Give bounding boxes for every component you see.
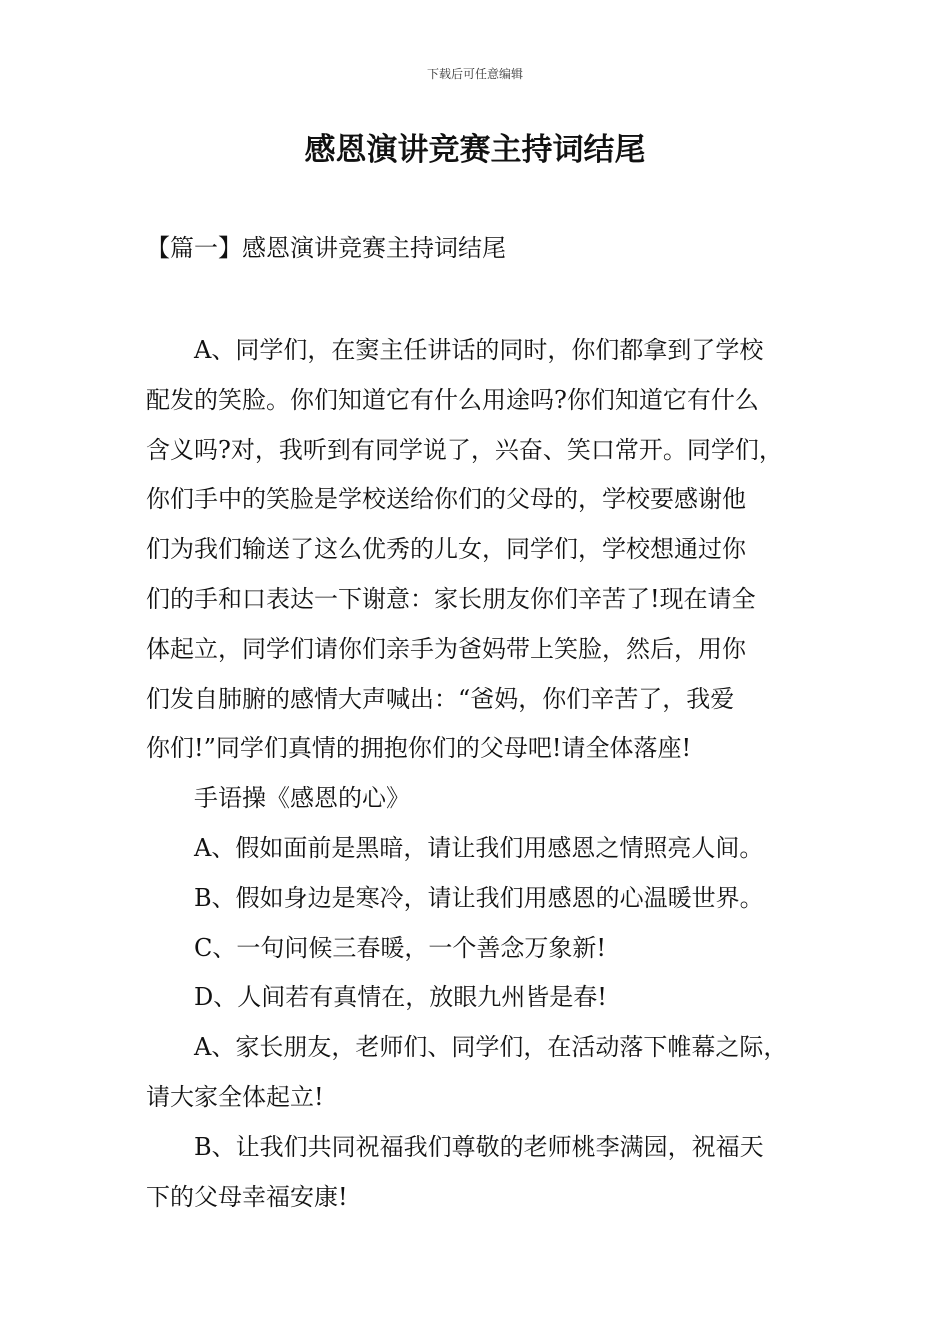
- paragraph-line: 你们手中的笑脸是学校送给你们的父母的，学校要感谢他: [146, 485, 746, 514]
- section-heading: 【篇一】感恩演讲竞赛主持词结尾: [146, 234, 506, 262]
- paragraph-line: 们的手和口表达一下谢意：家长朋友你们辛苦了!现在请全: [146, 584, 756, 613]
- paragraph-line: A、同学们，在窦主任讲话的同时，你们都拿到了学校: [194, 336, 764, 364]
- paragraph-line: 配发的笑脸。你们知道它有什么用途吗?你们知道它有什么: [146, 385, 759, 414]
- paragraph-line: C、一句问候三春暖，一个善念万象新!: [194, 933, 607, 962]
- document-title: 感恩演讲竞赛主持词结尾: [304, 132, 646, 168]
- paragraph-line: 下的父母幸福安康!: [146, 1182, 348, 1211]
- paragraph-line: 们为我们输送了这么优秀的儿女，同学们，学校想通过你: [146, 535, 746, 564]
- paragraph-line: A、假如面前是黑暗，请让我们用感恩之情照亮人间。: [194, 833, 764, 862]
- paragraph-line: 们发自肺腑的感情大声喊出：“爸妈，你们辛苦了，我爱: [146, 684, 735, 713]
- body-text: [146, 326, 826, 1222]
- paragraph-line: 手语操《感恩的心》: [194, 784, 410, 813]
- paragraph-line: B、假如身边是寒冷，请让我们用感恩的心温暖世界。: [194, 883, 764, 912]
- paragraph-line: 你们!”同学们真情的拥抱你们的父母吧!请全体落座!: [146, 734, 692, 763]
- header-note: 下载后可任意编辑: [426, 67, 523, 81]
- paragraph-line: 体起立，同学们请你们亲手为爸妈带上笑脸，然后，用你: [146, 634, 746, 663]
- paragraph-line: B、让我们共同祝福我们尊敬的老师桃李满园，祝福天: [194, 1132, 764, 1161]
- paragraph-line: 含义吗?对，我听到有同学说了，兴奋、笑口常开。同学们，: [146, 435, 783, 464]
- paragraph-line: D、人间若有真情在，放眼九州皆是春!: [194, 983, 607, 1012]
- paragraph-line: A、家长朋友，老师们、同学们，在活动落下帷幕之际，: [194, 1033, 788, 1062]
- paragraph-line: 请大家全体起立!: [146, 1082, 324, 1111]
